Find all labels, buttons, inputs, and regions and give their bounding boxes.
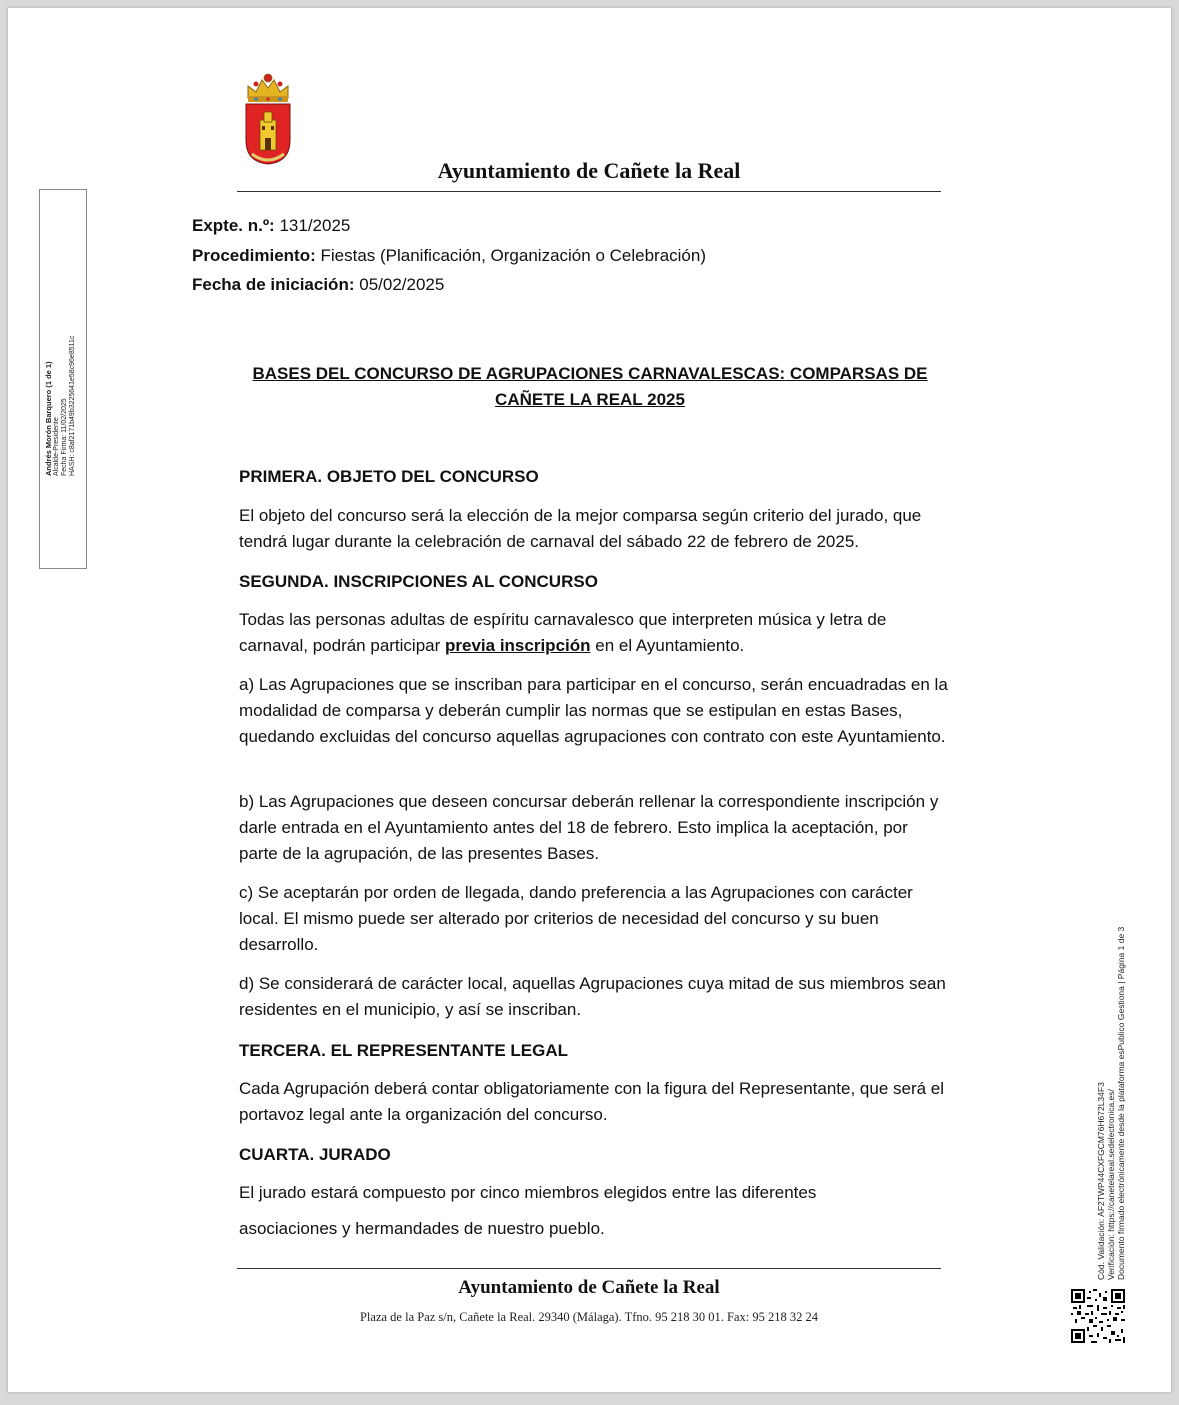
paragraph-segunda-a: a) Las Agrupaciones que se inscriban para participar en el concurso, serán encuadradas en la modalidad de comparsa y deberán cumplir las normas que se estipulan en estas Bases, quedando excluidas del concurso aquellas agrupaciones con contrato con este Ayuntamiento. <box>239 675 948 746</box>
signature-role: Alcalde-Presidente <box>53 417 60 476</box>
verification-url: Verificación: https://canetelareal.sedelectronica.es/ <box>1106 1089 1116 1280</box>
expediente-label: Expte. n.º: <box>192 216 275 235</box>
intro-text-end: en el Ayuntamiento. <box>590 636 745 655</box>
document-title-line2: CAÑETE LA REAL 2025 <box>495 390 685 409</box>
procedimiento-value: Fiestas (Planificación, Organización o Celebración) <box>320 246 706 265</box>
document-title-line1: BASES DEL CONCURSO DE AGRUPACIONES CARNAVALESCAS: COMPARSAS DE <box>252 364 928 383</box>
signature-hash: HASH: c8af2171b49b3225641e58c96e8511c <box>69 335 76 476</box>
paragraph-tercera: Cada Agrupación deberá contar obligatoriamente con la figura del Representante, que será el portavoz legal ante la organización del concurso. <box>239 1079 945 1124</box>
paragraph-segunda-c: c) Se aceptarán por orden de llegada, dando preferencia a las Agrupaciones con carácter local. El mismo puede ser alterado por criterios de necesidad del concurso y su buen desarrollo. <box>239 883 913 954</box>
expediente-value: 131/2025 <box>279 216 351 235</box>
footer-title: Ayuntamiento de Cañete la Real <box>458 1277 720 1298</box>
footer-address: Plaza de la Paz s/n, Cañete la Real. 29340 (Málaga). Tfno. 95 218 30 01. Fax: 95 218 32 24 <box>359 1310 818 1324</box>
header-divider <box>237 191 941 192</box>
fecha-label: Fecha de iniciación: <box>192 275 355 294</box>
procedimiento-label: Procedimiento: <box>192 246 316 265</box>
paragraph-cuarta-1: El jurado estará compuesto por cinco miembros elegidos entre las diferentes <box>239 1183 817 1202</box>
paragraph-primera: El objeto del concurso será la elección de la mejor comparsa según criterio del jurado, que tendrá lugar durante la celebración de carnaval del sábado 22 de febrero de 2025. <box>239 506 922 551</box>
section-heading-cuarta: CUARTA. JURADO <box>239 1145 391 1164</box>
previa-inscripcion-emphasis: previa inscripción <box>445 636 591 655</box>
paragraph-segunda-intro <box>239 607 949 659</box>
verification-code: Cód. Validación: AF2TWP44CXFGCM76H672L34F3 <box>1096 1082 1106 1280</box>
section-heading-tercera: TERCERA. EL REPRESENTANTE LEGAL <box>239 1041 569 1060</box>
intro-text: Todas las personas adultas de espíritu carnavalesco que interpreten música y letra de carnaval, podrán participar <box>239 610 887 655</box>
procedimiento-line <box>192 246 706 266</box>
document-page <box>8 8 1171 1392</box>
verification-signed-note: Documento firmado electrónicamente desde la plataforma esPublico Gestiona | Página 1 de 3 <box>1116 926 1126 1280</box>
paragraph-segunda-d: d) Se considerará de carácter local, aquellas Agrupaciones cuya mitad de sus miembros sean residentes en el municipio, y así se inscriban. <box>239 974 946 1019</box>
expediente-line <box>192 216 350 236</box>
signature-signer: Andrés Morón Barquero (1 de 1) <box>44 361 53 476</box>
fecha-line <box>192 275 444 295</box>
footer-divider <box>237 1268 941 1269</box>
qr-code-icon <box>1071 1289 1125 1343</box>
signature-date: Fecha Firma: 11/02/2025 <box>61 398 68 476</box>
section-heading-segunda: SEGUNDA. INSCRIPCIONES AL CONCURSO <box>239 572 598 591</box>
section-heading-primera: PRIMERA. OBJETO DEL CONCURSO <box>239 467 539 486</box>
header-title: Ayuntamiento de Cañete la Real <box>437 158 741 183</box>
document-title <box>238 361 942 413</box>
fecha-value: 05/02/2025 <box>359 275 445 294</box>
signature-box <box>39 189 87 569</box>
paragraph-segunda-b: b) Las Agrupaciones que deseen concursar deberán rellenar la correspondiente inscripción y darle entrada en el Ayuntamiento antes del 18 de febrero. Esto implica la aceptación, por parte de la agrupación, de las presentes Bases. <box>239 792 939 863</box>
paragraph-cuarta-2: asociaciones y hermandades de nuestro pueblo. <box>239 1219 605 1238</box>
coat-of-arms-icon <box>242 68 294 168</box>
